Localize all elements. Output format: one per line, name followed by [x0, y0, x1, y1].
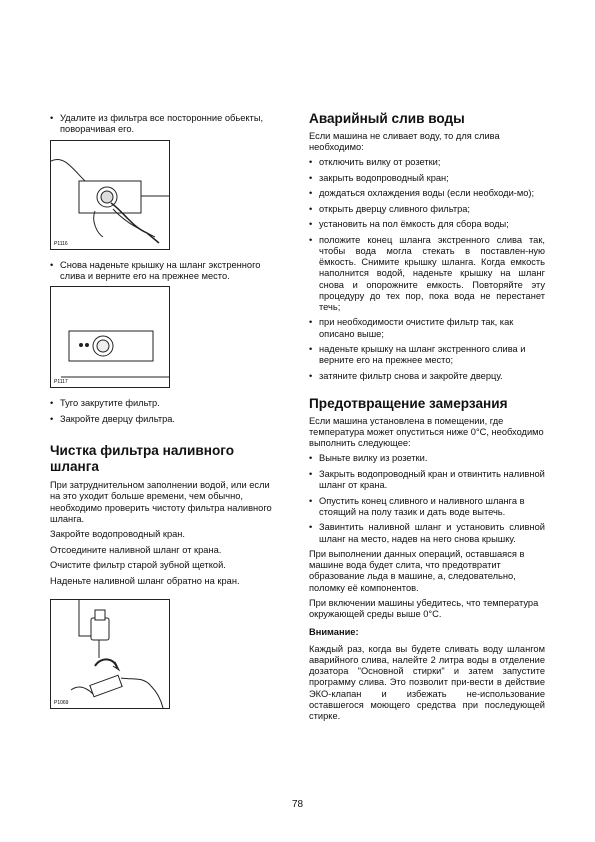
- bullet-tighten-filter: • Туго закрутите фильтр.: [50, 398, 282, 409]
- frost-paragraph-1: При выполнении данных операций, оставшаяся в машине вода будет слита, что предотвратит образование льда в машине, а, следовательно, поломку её компонентов.: [309, 549, 525, 593]
- figure-filter-cleaning: [50, 140, 170, 250]
- frost-step: • Закрыть водопроводный кран и отвинтить наливной шланг от крана.: [309, 469, 545, 491]
- frost-step: • Выньте вилку из розетки.: [309, 453, 545, 464]
- drain-step: • закрыть водопроводный кран;: [309, 173, 545, 184]
- right-column: [309, 111, 545, 726]
- figure-label: P1116: [54, 240, 68, 247]
- frost-step: • Завинтить наливной шланг и установить сливной шланг на место, надев на него снова крышку.: [309, 522, 545, 544]
- frost-paragraph-2: При включении машины убедитесь, что температура окружающей среды выше 0°С.: [309, 598, 539, 620]
- step-disconnect-hose: Отсоедините наливной шланг от крана.: [50, 544, 222, 555]
- bullet-remove-objects: • Удалите из фильтра все посторонние обьекты, поворачивая его.: [50, 113, 282, 135]
- section-title-emergency-drain: Аварийный слив воды: [309, 111, 465, 126]
- warning-text: Каждый раз, когда вы будете сливать воду шлангом аварийного слива, налейте 2 литра воды в отделение дозатора "Основной стирки" и затем запустите программу слива. Это позволит при-вести в действие ЭКО-клапан и избежать не-использование оставшегося моющего средства при последующей стирке.: [309, 643, 545, 721]
- page-number: 78: [291, 799, 304, 810]
- figure-replace-cap: [50, 286, 170, 388]
- warning-title: Внимание:: [309, 626, 359, 637]
- frost-step: • Опустить конец сливного и наливного шланга в стоящий на полу тазик и дать воде вытечь.: [309, 496, 545, 518]
- drain-step: • затяните фильтр снова и закройте дверцу.: [309, 371, 545, 382]
- drain-step: • положите конец шланга экстренного слива так, чтобы вода могла стекать в поставлен-ную ёмкость. Снимите крышку шланга. Когда емкость наполнится водой, наденьте крышку на шланг снова и опорожните емкость. Повторяйте эту процедуру до тех пор, пока вода не перестанет течь;: [309, 235, 545, 313]
- figure-label: P1069: [54, 699, 69, 706]
- drain-step: • наденьте крышку на шланг экстренного слива и верните его на прежнее место;: [309, 344, 545, 366]
- drain-step: • при необходимости очистите фильтр так, как описано выше;: [309, 317, 545, 339]
- left-column: [50, 113, 282, 709]
- drain-step: • установить на пол ёмкость для сбора воды;: [309, 219, 545, 230]
- inlet-filter-illustration: [51, 600, 169, 708]
- bullet-replace-cap: • Снова наденьте крышку на шланг экстренного слива и верните его на прежнее место.: [50, 260, 282, 282]
- drain-step: • дождаться охлаждения воды (если необходи-мо);: [309, 188, 545, 199]
- filter-cleaning-illustration: [51, 141, 169, 249]
- intro-paragraph: При затруднительном заполнении водой, или если на это уходит больше времени, чем обычно, необходимо проверить чистоту фильтра наливного шланга.: [50, 480, 272, 524]
- step-clean-filter: Очистите фильтр старой зубной щеткой.: [50, 560, 226, 571]
- figure-label: P1117: [54, 379, 68, 386]
- drain-step: • открыть дверцу сливного фильтра;: [309, 204, 545, 215]
- section-title-frost-protection: Предотвращение замерзания: [309, 396, 508, 412]
- replace-cap-illustration: [51, 287, 169, 387]
- bullet-close-door: • Закройте дверцу фильтра.: [50, 414, 282, 425]
- step-close-tap: Закройте водопроводный кран.: [50, 529, 186, 540]
- emergency-drain-intro: Если машина не сливает воду, то для слива необходимо:: [309, 130, 500, 152]
- step-reconnect-hose: Наденьте наливной шланг обратно на кран.: [50, 575, 240, 586]
- frost-intro: Если машина установлена в помещении, где температура может опуститься ниже 0°С, необходимо выполнить следующее:: [309, 415, 544, 448]
- drain-step: • отключить вилку от розетки;: [309, 157, 545, 168]
- section-title-inlet-filter: Чистка фильтра наливного шланга: [50, 443, 235, 474]
- figure-inlet-filter: [50, 599, 170, 709]
